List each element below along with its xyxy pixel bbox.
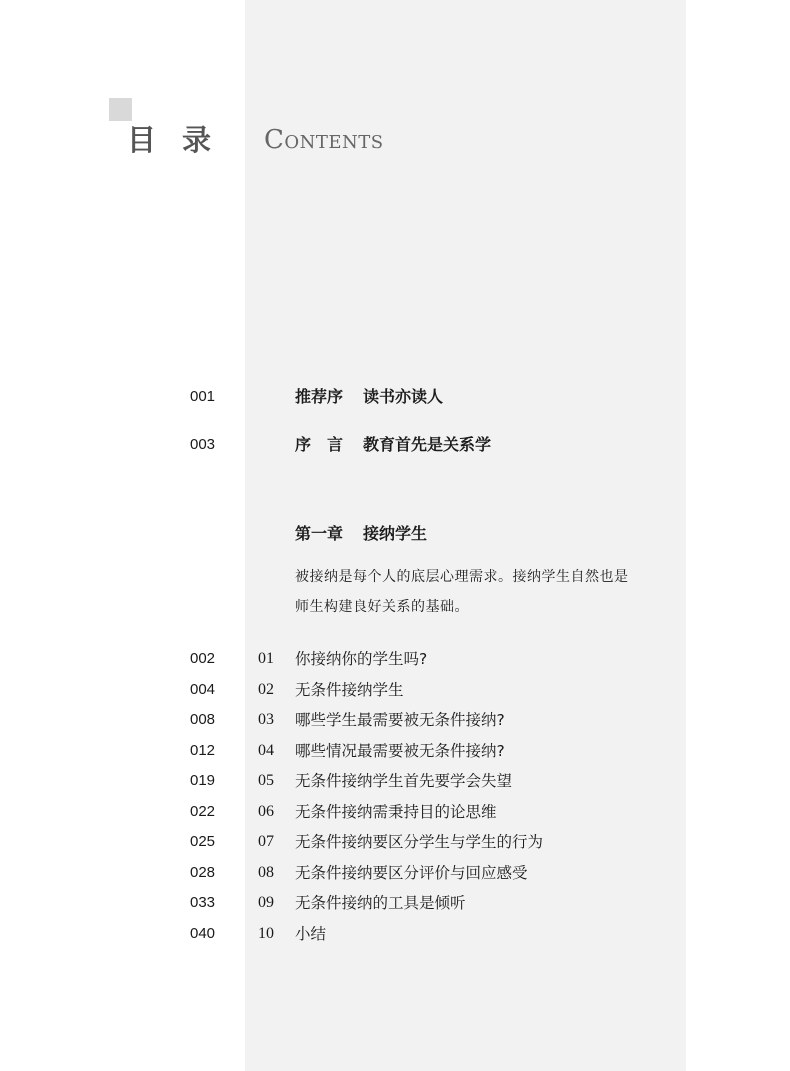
toc-row[interactable] bbox=[0, 797, 790, 828]
chapter-intro bbox=[295, 562, 675, 622]
front-matter-label: 序 言 bbox=[295, 435, 344, 454]
page-number: 028 bbox=[190, 863, 216, 881]
front-matter-title bbox=[295, 384, 443, 410]
decorative-square bbox=[109, 98, 132, 121]
section-number: 07 bbox=[258, 833, 274, 850]
toc-row[interactable] bbox=[0, 675, 790, 706]
chapter-name: 接纳学生 bbox=[363, 524, 428, 543]
section-title: 哪些情况最需要被无条件接纳? bbox=[295, 741, 505, 760]
toc-row[interactable] bbox=[0, 888, 790, 919]
toc-row[interactable] bbox=[0, 827, 790, 858]
page-number: 025 bbox=[190, 833, 216, 850]
front-matter-title bbox=[295, 432, 491, 458]
section-title: 无条件接纳的工具是倾听 bbox=[295, 894, 466, 912]
page-number: 012 bbox=[190, 741, 216, 759]
page-number: 019 bbox=[190, 772, 216, 789]
chapter-intro-line: 师生构建良好关系的基础。 bbox=[295, 599, 469, 615]
section-title: 哪些学生最需要被无条件接纳? bbox=[295, 711, 505, 729]
section-number: 09 bbox=[258, 894, 274, 911]
section-number: 03 bbox=[258, 711, 274, 728]
chapter-label: 第一章 bbox=[295, 524, 344, 543]
section-number: 05 bbox=[258, 772, 274, 789]
front-matter-subtitle: 读书亦读人 bbox=[363, 387, 444, 406]
section-title: 无条件接纳学生 bbox=[295, 680, 404, 699]
front-matter-entry[interactable] bbox=[0, 384, 790, 410]
section-number: 02 bbox=[258, 680, 274, 698]
toc-title-english: Contents bbox=[264, 125, 384, 155]
section-title: 你接纳你的学生吗? bbox=[295, 650, 428, 668]
page-number: 003 bbox=[190, 436, 216, 453]
section-list bbox=[0, 644, 790, 949]
page-number: 040 bbox=[190, 924, 216, 942]
page-number: 002 bbox=[190, 650, 216, 667]
page-number: 022 bbox=[190, 802, 216, 820]
chapter-heading[interactable] bbox=[295, 521, 427, 547]
page-number: 033 bbox=[190, 894, 216, 911]
section-title: 无条件接纳需秉持目的论思维 bbox=[295, 802, 497, 821]
toc-row[interactable] bbox=[0, 766, 790, 797]
chapter-intro-line: 被接纳是每个人的底层心理需求。接纳学生自然也是 bbox=[295, 569, 629, 585]
page-number: 004 bbox=[190, 680, 216, 698]
section-title: 小结 bbox=[295, 924, 327, 943]
section-title: 无条件接纳要区分评价与回应感受 bbox=[295, 863, 528, 882]
section-number: 06 bbox=[258, 802, 274, 820]
page-number: 008 bbox=[190, 711, 216, 728]
section-number: 01 bbox=[258, 650, 274, 667]
front-matter-label: 推荐序 bbox=[295, 387, 344, 406]
toc-row[interactable] bbox=[0, 705, 790, 736]
section-title: 无条件接纳学生首先要学会失望 bbox=[295, 772, 513, 790]
front-matter-subtitle: 教育首先是关系学 bbox=[363, 435, 492, 454]
section-number: 10 bbox=[258, 924, 274, 942]
page-number: 001 bbox=[190, 388, 216, 405]
front-matter-entry[interactable] bbox=[0, 432, 790, 458]
toc-row[interactable] bbox=[0, 644, 790, 675]
toc-row[interactable] bbox=[0, 858, 790, 889]
section-number: 04 bbox=[258, 741, 274, 759]
toc-row[interactable] bbox=[0, 736, 790, 767]
section-number: 08 bbox=[258, 863, 274, 881]
toc-title-chinese: 目录 bbox=[127, 123, 238, 157]
toc-row[interactable] bbox=[0, 919, 790, 950]
section-title: 无条件接纳要区分学生与学生的行为 bbox=[295, 833, 544, 851]
